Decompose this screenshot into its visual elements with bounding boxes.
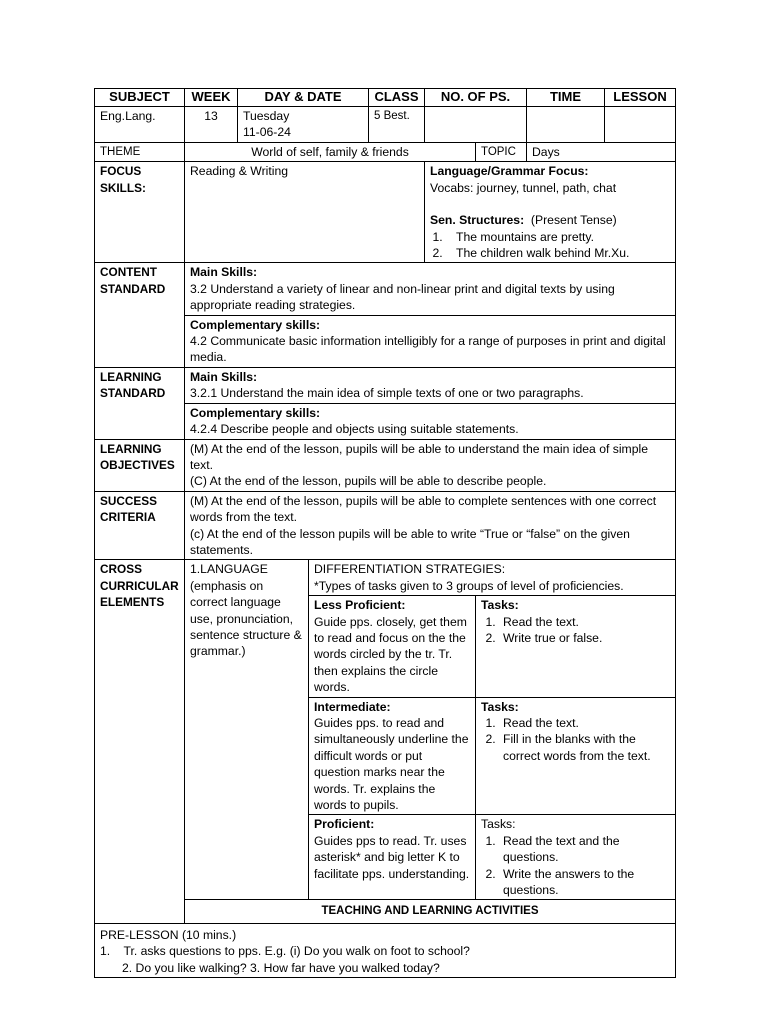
header-week: WEEK xyxy=(185,89,238,107)
group-description: Guides pps. to read and simultaneously underline the difficult words or put question marks near the words. Tr. explains the words to pupils. xyxy=(314,716,469,813)
group-tasks xyxy=(476,815,676,900)
objectives-label-1: LEARNING xyxy=(100,441,162,456)
learning-comp-heading: Complementary skills: xyxy=(190,405,321,420)
info-row xyxy=(95,107,676,143)
task-item: 1. Read the text and the questions. xyxy=(499,833,670,866)
info-time xyxy=(527,107,605,143)
header-time: TIME xyxy=(527,89,605,107)
group-name: Proficient: xyxy=(314,817,375,832)
success-criteria-label xyxy=(95,491,185,560)
activity-item-continued: 2. Do you like walking? 3. How far have you walked today? xyxy=(122,960,440,975)
tasks-label: Tasks: xyxy=(481,699,519,714)
criteria-c: (c) At the end of the lesson pupils will be able to write “True or “false” on the given statements. xyxy=(190,526,630,557)
group-desc xyxy=(309,697,476,815)
focus-skills-value: Reading & Writing xyxy=(185,162,425,263)
grammar-focus-cell xyxy=(425,162,676,263)
group-desc xyxy=(309,596,476,697)
content-comp-heading: Complementary skills: xyxy=(190,317,321,332)
content-standard-label xyxy=(95,263,185,367)
objectives-label-2: OBJECTIVES xyxy=(100,457,175,472)
group-name: Intermediate: xyxy=(314,699,391,714)
learning-comp-text: 4.2.4 Describe people and objects using suitable statements. xyxy=(190,422,519,437)
topic-label: TOPIC xyxy=(476,143,527,162)
content-main-text: 3.2 Understand a variety of linear and non-linear print and digital texts by using appropriate reading strategies. xyxy=(190,281,615,313)
tasks-label: Tasks: xyxy=(481,817,516,832)
header-no-of-ps: NO. OF PS. xyxy=(425,89,527,107)
criteria-m: (M) At the end of the lesson, pupils will be able to complete sentences with one correct words from the text. xyxy=(190,493,657,525)
header-subject: SUBJECT xyxy=(95,89,185,107)
focus-skills-label xyxy=(95,162,185,263)
sen-structures-tense: (Present Tense) xyxy=(530,213,617,228)
cross-label-2: CURRICULAR xyxy=(100,578,179,593)
success-label-2: CRITERIA xyxy=(100,510,156,525)
learning-main-heading: Main Skills: xyxy=(190,369,258,384)
pre-lesson-heading: PRE-LESSON (10 mins.) xyxy=(100,927,237,942)
learning-standard-main-row xyxy=(95,367,676,403)
differentiation-heading: DIFFERENTIATION STRATEGIES: xyxy=(314,562,506,577)
lesson-plan-table xyxy=(94,88,676,978)
task-item: 1. Read the text. xyxy=(499,715,670,731)
cross-label-1: CROSS xyxy=(100,562,142,577)
activities-heading: TEACHING AND LEARNING ACTIVITIES xyxy=(185,900,676,923)
content-standard-main-row xyxy=(95,263,676,315)
sen-structures-line xyxy=(430,212,670,228)
sentence-list xyxy=(430,229,670,262)
cross-label-3: ELEMENTS xyxy=(100,595,165,610)
content-standard-label-1: CONTENT xyxy=(100,265,158,280)
learning-objectives-label xyxy=(95,439,185,491)
content-standard-label-2: STANDARD xyxy=(100,281,166,296)
sen-structures-heading: Sen. Structures: xyxy=(430,213,525,228)
theme-row xyxy=(95,143,676,162)
learning-standard-main xyxy=(185,367,676,403)
learning-objectives-text xyxy=(185,439,676,491)
header-class: CLASS xyxy=(369,89,425,107)
objective-c: (C) At the end of the lesson, pupils will be able to describe people. xyxy=(190,474,547,489)
learning-main-text: 3.2.1 Understand the main idea of simple texts of one or two paragraphs. xyxy=(190,386,584,401)
group-desc xyxy=(309,815,476,900)
learning-standard-label-1: LEARNING xyxy=(100,369,162,384)
task-item: 1. Read the text. xyxy=(499,614,670,630)
focus-skills-row xyxy=(95,162,676,263)
info-date: 11-06-24 xyxy=(243,125,291,140)
success-criteria-text xyxy=(185,491,676,560)
task-item: 2. Fill in the blanks with the correct words from the text. xyxy=(499,731,670,764)
info-day-date xyxy=(238,107,369,143)
theme-label: THEME xyxy=(95,143,185,162)
activities-row xyxy=(95,923,676,977)
info-lesson xyxy=(605,107,676,143)
task-list xyxy=(481,833,670,899)
grammar-focus-heading: Language/Grammar Focus: xyxy=(430,164,589,179)
info-class: 5 Best. xyxy=(369,107,425,143)
success-criteria-row xyxy=(95,491,676,560)
activity-item: 1. Tr. asks questions to pps. E.g. (i) Do you walk on foot to school? xyxy=(100,944,470,959)
objective-m: (M) At the end of the lesson, pupils will be able to understand the main idea of simple text. xyxy=(190,441,648,472)
cross-curricular-row xyxy=(95,560,676,596)
focus-label-line-2: SKILLS: xyxy=(100,180,146,195)
success-label-1: SUCCESS xyxy=(100,493,158,508)
learning-standard-label xyxy=(95,367,185,439)
lesson-plan-page xyxy=(94,88,675,978)
info-day: Tuesday xyxy=(243,109,290,123)
activities-content xyxy=(95,923,676,977)
content-standard-main xyxy=(185,263,676,315)
task-item: 2. Write true or false. xyxy=(499,630,670,646)
topic-value: Days xyxy=(527,143,676,162)
learning-standard-comp xyxy=(185,403,676,439)
info-week: 13 xyxy=(185,107,238,143)
cross-curricular-label xyxy=(95,560,185,924)
theme-value: World of self, family & friends xyxy=(185,143,476,162)
task-item: 2. Write the answers to the questions. xyxy=(499,866,670,899)
group-tasks xyxy=(476,596,676,697)
differentiation-note: *Types of tasks given to 3 groups of level of proficiencies. xyxy=(314,578,624,593)
tasks-label: Tasks: xyxy=(481,598,519,613)
group-name: Less Proficient: xyxy=(314,598,406,613)
activity-item-text: Tr. asks questions to pps. E.g. (i) Do you walk on foot to school? xyxy=(123,944,470,959)
info-subject: Eng.Lang. xyxy=(95,107,185,143)
task-list xyxy=(481,614,670,647)
header-lesson: LESSON xyxy=(605,89,676,107)
content-standard-comp xyxy=(185,315,676,367)
learning-objectives-row xyxy=(95,439,676,491)
header-row xyxy=(95,89,676,107)
differentiation-header xyxy=(309,560,676,596)
content-comp-text: 4.2 Communicate basic information intelligibly for a range of purposes in print and digital media. xyxy=(190,334,666,365)
content-main-heading: Main Skills: xyxy=(190,265,258,280)
sentence-item: 1. The mountains are pretty. xyxy=(446,229,670,245)
group-description: Guides pps to read. Tr. uses asterisk* and big letter K to facilitate pps. understanding. xyxy=(314,833,470,881)
group-description: Guide pps. closely, get them to read and focus on the the words circled by the tr. Tr. then explains the circle words. xyxy=(314,614,467,695)
language-element: 1.LANGUAGE (emphasis on correct language use, pronunciation, sentence structure & grammar.) xyxy=(185,560,309,900)
focus-label-line-1: FOCUS xyxy=(100,164,142,179)
header-day-date: DAY & DATE xyxy=(238,89,369,107)
group-tasks xyxy=(476,697,676,815)
task-list xyxy=(481,715,670,764)
learning-standard-label-2: STANDARD xyxy=(100,386,166,401)
sentence-item: 2. The children walk behind Mr.Xu. xyxy=(446,245,670,261)
info-no-of-ps xyxy=(425,107,527,143)
vocabs-text: Vocabs: journey, tunnel, path, chat xyxy=(430,180,617,195)
